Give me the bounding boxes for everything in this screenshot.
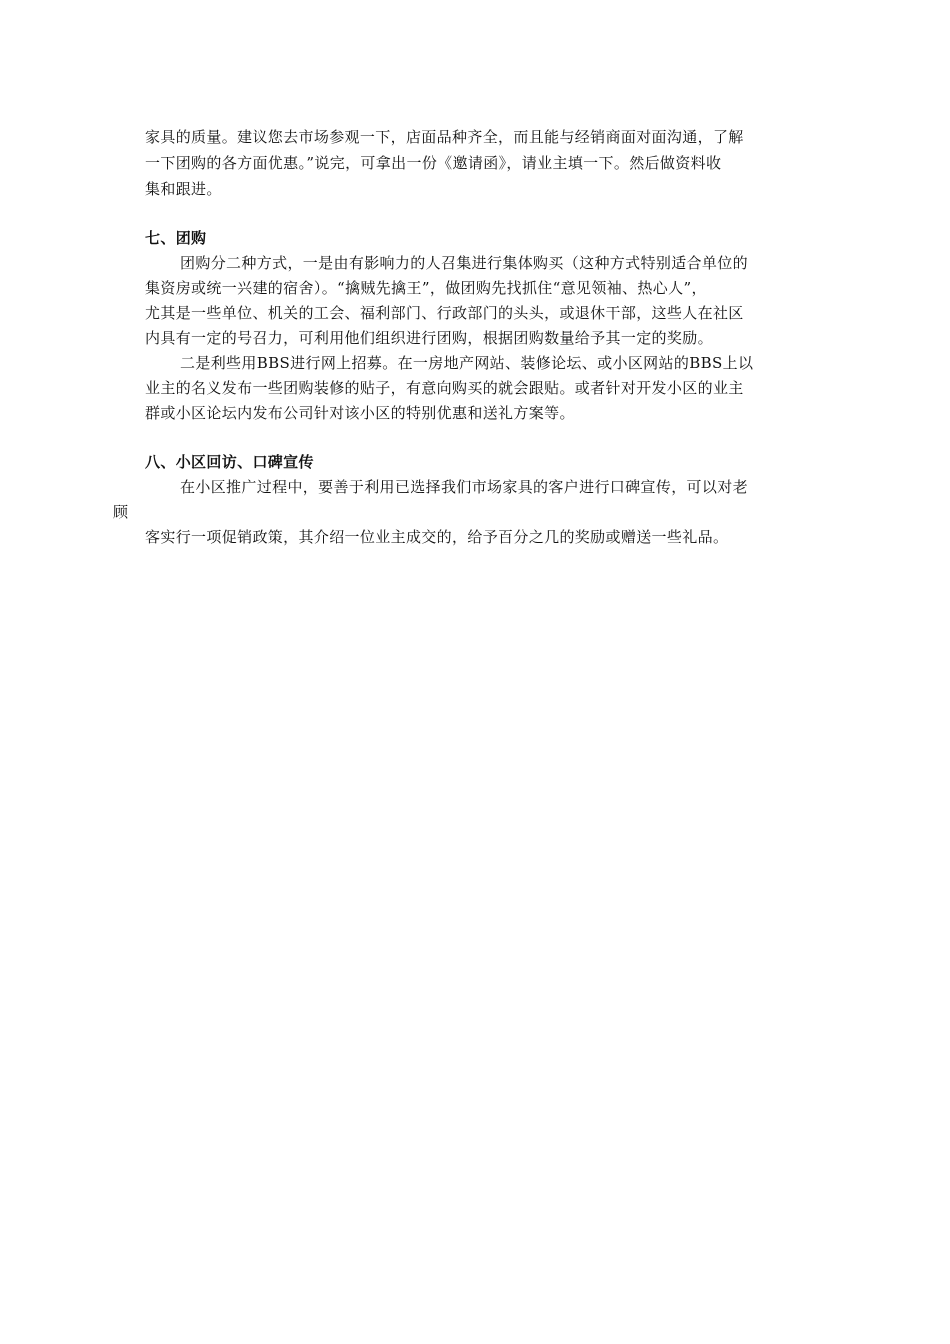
section-8-heading: 八、小区回访、口碑宣传 [145,453,314,471]
intro-line-2: 一下团购的各方面优惠。”说完，可拿出一份《邀请函》，请业主填一下。然后做资料收 [145,154,722,172]
section-7-para2-line-2: 业主的名义发布一些团购装修的贴子，有意向购买的就会跟贴。或者针对开发小区的业主 [145,379,744,397]
section-7-para1-line-2: 集资房或统一兴建的宿舍）。“擒贼先擒王”，做团购先找抓住“意见领袖、热心人”， [145,279,707,297]
section-7-heading: 七、团购 [145,229,207,247]
section-8-para1-line-2: 客实行一项促销政策，其介绍一位业主成交的，给予百分之几的奖励或赠送一些礼品。 [145,528,729,546]
section-8-para1-line-1: 在小区推广过程中，要善于利用已选择我们市场家具的客户进行口碑宣传，可以对老 [180,478,748,496]
intro-line-1: 家具的质量。建议您去市场参观一下，店面品种齐全，而且能与经销商面对面沟通，了解 [145,128,744,146]
section-7-para1-line-1: 团购分二种方式，一是由有影响力的人召集进行集体购买（这种方式特别适合单位的 [180,254,748,272]
section-7-para2-line-3: 群或小区论坛内发布公司针对该小区的特别优惠和送礼方案等。 [145,404,575,422]
section-7-para1-line-3: 尤其是一些单位、机关的工会、福利部门、行政部门的头头，或退休干部，这些人在社区 [145,304,744,322]
section-7-para2-line-1: 二是利些用BBS进行网上招募。在一房地产网站、装修论坛、或小区网站的BBS上以 [180,354,754,372]
section-7-para1-line-4: 内具有一定的号召力，可利用他们组织进行团购，根据团购数量给予其一定的奖励。 [145,329,713,347]
intro-line-3: 集和跟进。 [145,180,222,198]
section-8-overflow-char: 顾 [113,503,129,521]
